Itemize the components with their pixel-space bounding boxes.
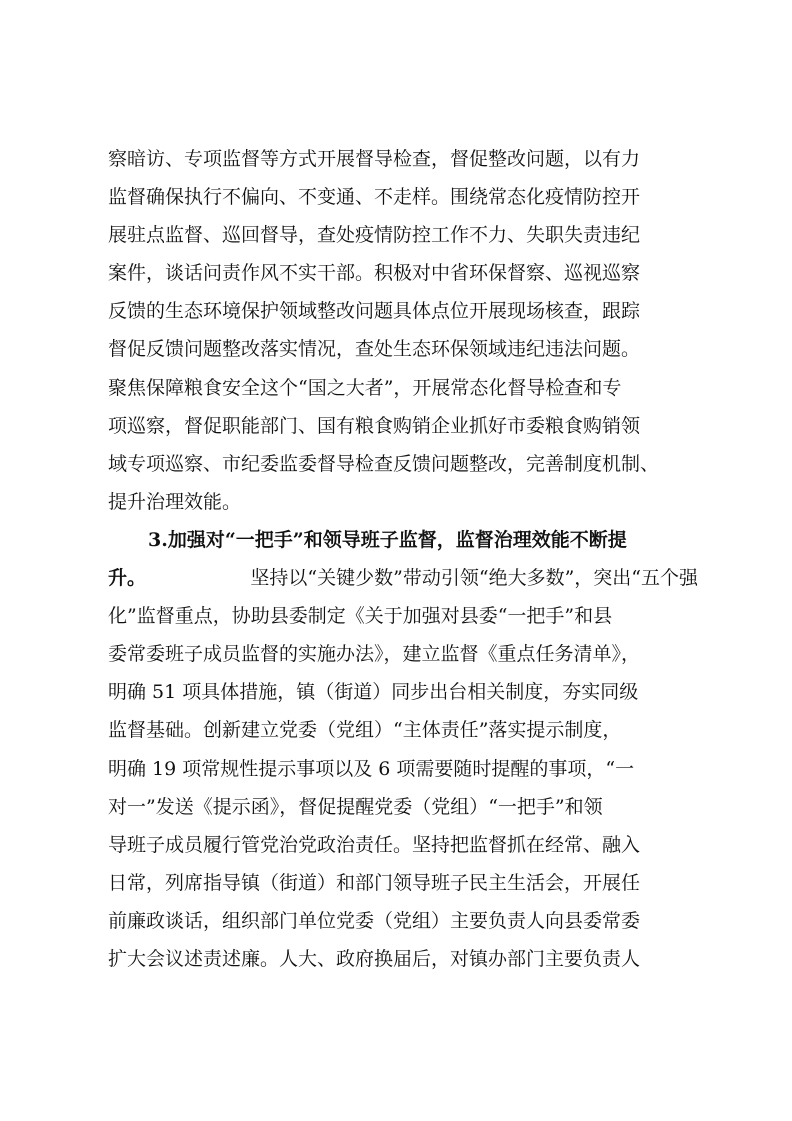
body-text — [108, 140, 698, 978]
text-line: 化”监督重点，协助县委制定《关于加强对县委“一把手”和县 — [108, 605, 613, 628]
text-line: 监督基础。创新建立党委（党组）“主体责任”落实提示制度， — [108, 719, 622, 742]
text-line: 展驻点监督、巡回督导，查处疫情防控工作不力、失职失责违纪 — [108, 224, 641, 247]
text-line: 域专项巡察、市纪委监委督导检查反馈问题整改，完善制度机制、 — [108, 452, 660, 475]
text-line: 扩大会议述责述廉。人大、政府换届后，对镇办部门主要负责人 — [108, 947, 641, 970]
text-line: 提升治理效能。 — [108, 490, 242, 513]
text-line: 明确 51 项具体措施，镇（街道）同步出台相关制度，夯实同级 — [108, 681, 639, 704]
text-line: 委常委班子成员监督的实施办法》，建立监督《重点任务清单》， — [108, 643, 641, 666]
text-line: 明确 19 项常规性提示事项以及 6 项需要随时提醒的事项，“一 — [108, 757, 635, 780]
text-line: 日常，列席指导镇（街道）和部门领导班子民主生活会，开展任 — [108, 871, 641, 894]
section-heading-end: 升。 — [108, 567, 147, 590]
text-line: 升。 坚持以“关键少数”带动引领“绝大多数”，突出“五个强 — [108, 559, 698, 597]
text-line: 察暗访、专项监督等方式开展督导检查，督促整改问题，以有力 — [108, 148, 641, 170]
text-line: 聚焦保障粮食安全这个“国之大者”，开展常态化督导检查和专 — [108, 376, 622, 399]
text-line: 案件，谈话问责作风不实干部。积极对中省环保督察、巡视巡察 — [108, 262, 641, 285]
text-line: 监督确保执行不偏向、不变通、不走样。围绕常态化疫情防控开 — [108, 186, 641, 209]
text-line: 前廉政谈话，组织部门单位党委（党组）主要负责人向县委常委 — [108, 909, 641, 932]
section-heading: 3.加强对“一把手”和领导班子监督，监督治理效能不断提 — [148, 528, 627, 551]
text-line: 导班子成员履行管党治党政治责任。坚持把监督抓在经常、融入 — [108, 833, 641, 856]
text-line: 对一”发送《提示函》，督促提醒党委（党组）“一把手”和领 — [108, 795, 603, 818]
text-line: 反馈的生态环境保护领域整改问题具体点位开展现场核查，跟踪 — [108, 300, 641, 323]
text-line: 督促反馈问题整改落实情况，查处生态环保领域违纪违法问题。 — [108, 338, 641, 361]
text-line: 项巡察，督促职能部门、国有粮食购销企业抓好市委粮食购销领 — [108, 414, 641, 437]
